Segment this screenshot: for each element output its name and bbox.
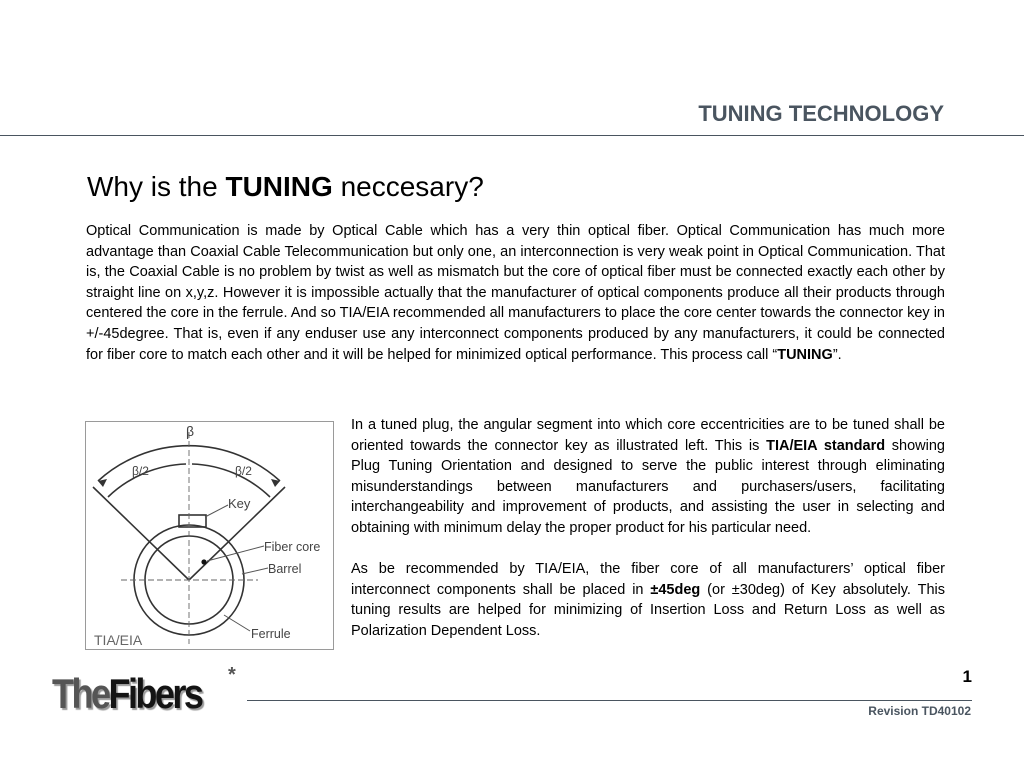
intro-end: ”. [832,346,842,363]
slide-title-bold: TUNING [225,171,333,202]
key-label: Key [228,496,251,511]
barrel-label: Barrel [268,562,302,576]
footer-divider [247,700,972,701]
beta-label: β [186,423,195,439]
plug-tuning-illustration [86,422,333,649]
figure-caption: TIA/EIA [94,632,143,648]
logo-star-icon: * [228,664,236,686]
tuning-angle-text: ±45deg [650,581,701,598]
beta-left-boundary-line [93,487,189,580]
logo-the: The [52,670,109,717]
fiber-core-dot [201,559,206,564]
ferrule-leader-line [224,615,250,631]
intro-paragraph [86,221,945,365]
slide-title-post: neccesary? [332,171,484,202]
recommendation-paragraph [351,559,945,641]
logo-fibers: Fibers [108,670,202,717]
barrel-leader-line [242,568,268,574]
slide-title [87,171,484,203]
plug-tuning-diagram [85,421,334,650]
beta-half-right-arc [192,464,270,497]
tuning-explanation [351,415,945,642]
logo-wordmark [52,668,201,720]
recommendation-text: As be recommended by TIA/EIA, the fiber core of all manufacturers’ optical fiber interconnect components shall be placed in [351,561,945,598]
tia-eia-standard-text: TIA/EIA standard [766,437,886,454]
ferrule-label: Ferrule [251,627,291,641]
header-title: TUNING TECHNOLOGY [698,101,944,126]
revision-label: Revision TD40102 [868,704,971,718]
tuned-plug-text-end: showing Plug Tuning Orientation and designed to serve the public interest through eliminating misunderstandings between manufacturers and purchasers/users, facilitating interchangeability and improvement of products, and assisting the user in selecting and obtaining with minimum delay the proper product for his particular need. [351,437,945,536]
beta-half-right-label: β/2 [235,464,252,478]
intro-text: Optical Communication is made by Optical Cable which has a very thin optical fiber. Optical Communication has much more advantage than Coaxial Cable Telecommunication but only one, an interconnection is very weak point in Optical Communication. That is, the Coaxial Cable is no problem by twist as well as mismatch but the core of optical fiber must be connected exactly each other by straight line on x,y,z. However it is impossible actually that the manufacturer of optical components produce all their products through centered the core in the ferrule. And so TIA/EIA recommended all manufacturers to place the core center towards the connector key in +/-45degree. That is, even if any enduser use any interconnect components produced by any manufacturers, it could be connected for fiber core to match each other and it will be helped for minimized optical performance. This process call “ [86,223,945,363]
slide-title-pre: Why is the [87,171,226,202]
intro-bold: TUNING [777,346,833,363]
recommendation-text-end: (or ±30deg) of Key absolutely. This tuning results are helped for minimizing of Insertion Loss and Return Loss as well as Polarization Dependent Loss. [351,581,945,639]
page-number: 1 [962,667,972,686]
fiber-core-label: Fiber core [264,540,321,554]
key-leader-line [205,505,228,517]
tuned-plug-paragraph [351,415,945,539]
tuned-plug-text: In a tuned plug, the angular segment into which core eccentricities are to be tuned shall be oriented towards the connector key as illustrated left. This is [351,417,945,454]
header-divider [0,135,1024,136]
thefibers-logo [52,668,252,720]
beta-half-left-label: β/2 [132,464,149,478]
